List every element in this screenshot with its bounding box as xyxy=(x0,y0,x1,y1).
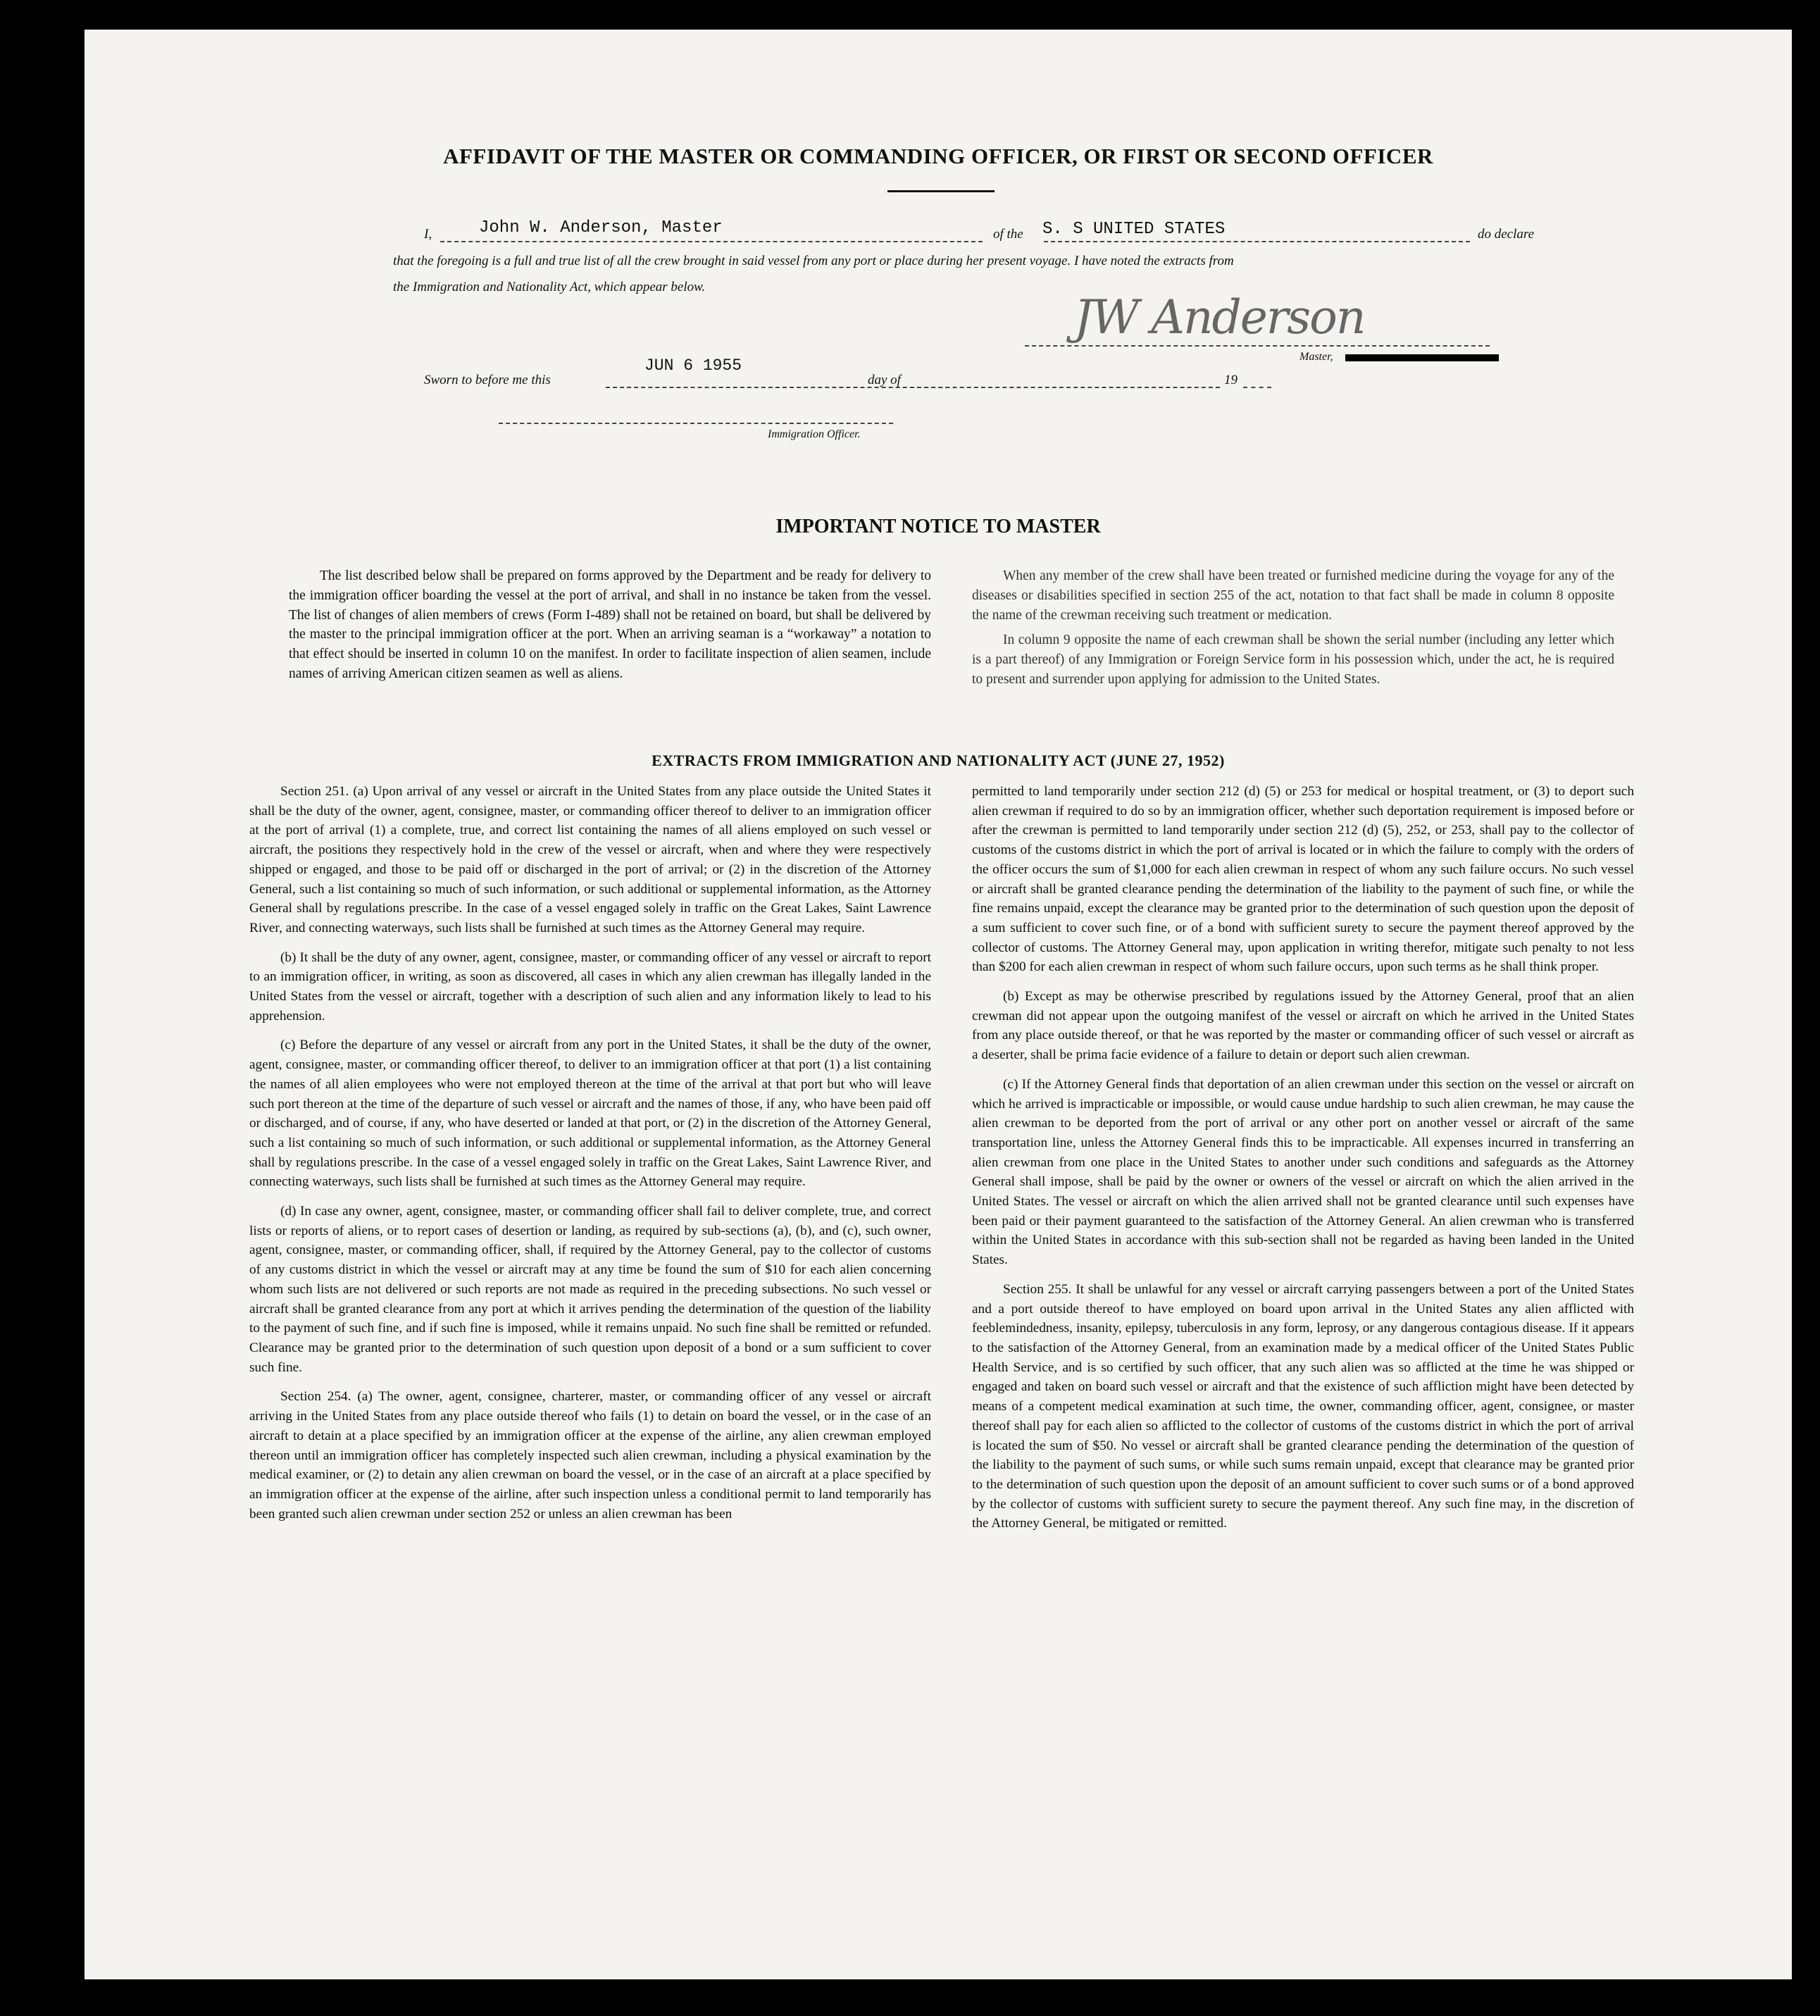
section-254-b: (b) Except as may be otherwise prescribed by regulations issued by the Attorney General, proof that an alien crewman did not appear upon the outgoing manifest of the vessel or aircraft on which he arrived in the United States from any place outside thereof, or that he was reported by the master or commanding officer of such vessel or aircraft as a deserter, shall be prima facie evidence of a failure to detain or deport such alien crewman. xyxy=(972,989,1634,1063)
affidavit-title: AFFIDAVIT OF THE MASTER OR COMMANDING OFFICER, OR FIRST OR SECOND OFFICER xyxy=(443,144,1433,168)
section-251-a: Section 251. (a) Upon arrival of any vessel or aircraft in the United States from any place outside the United States it shall be the duty of the owner, agent, consignee, master, or commanding officer thereof to deliver to an immigration officer at the port of arrival (1) a complete, true, and correct list containing the names of all aliens employed on such vessel or aircraft, the positions they respectively hold in the crew of the vessel or aircraft, when and where they were respectively shipped or engaged, and those to be paid off or discharged in the port of arrival; or (2) in the discretion of the Attorney General, such a list containing so much of such information, or such additional or supplemental information, as the Attorney General shall by regulations prescribe. In the case of a vessel engaged solely in traffic on the Great Lakes, Saint Lawrence River, and connecting waterways, such lists shall be furnished at such times as the Attorney General may require. xyxy=(249,784,931,935)
master-name: John W. Anderson, Master xyxy=(479,218,723,237)
section-251-d: (d) In case any owner, agent, consignee, master, or commanding officer shall fail to deliver complete, true, and correct lists or reports of aliens, or to report cases of desertion or landing, as required by sub-sections (a), (b), and (c), such owner, agent, consignee, master, or commanding officer, shall, if required by the Attorney General, pay to the collector of customs of any customs district in which the vessel or aircraft may at any time be found the sum of $10 for each alien concerning whom such lists are not delivered or such reports are not made as required in the preceding subsections. No such vessel or aircraft shall be granted clearance from any port at which it arrives pending the determination of the question of the liability to the payment of such fine, and if such fine is imposed, while it remains unpaid. No such fine shall be remitted or refunded. Clearance may be granted prior to the determination of such question upon deposit of a bond or a sum sufficient to cover such fine. xyxy=(249,1204,931,1375)
extracts-heading: EXTRACTS FROM IMMIGRATION AND NATIONALITY ACT (JUNE 27, 1952) xyxy=(652,752,1225,769)
document-page xyxy=(85,30,1792,1979)
notice-right-paragraph-2: In column 9 opposite the name of each crewman shall be shown the serial number (including any letter which is a part thereof) of any Immigration or Foreign Service form in his possession which, under the act, he is required to present and surrender upon applying for admission to the United States. xyxy=(972,633,1614,687)
do-declare-label: do declare xyxy=(1478,227,1535,242)
year-prefix: 19 xyxy=(1224,373,1238,387)
statement-line-1: that the foregoing is a full and true list of all the crew brought in said vessel from any port or place during her present voyage. I have noted the extracts from xyxy=(393,254,1234,268)
section-251-c: (c) Before the departure of any vessel or aircraft from any port in the United States, it shall be the duty of the owner, agent, consignee, master, or commanding officer thereof, to deliver to an immigration officer at that port (1) a list containing the names of all alien employees who were not employed thereon at the time of the arrival at that port but who will leave such port thereon at the time of the departure of such vessel or aircraft and the names of those, if any, who have been paid off or discharged, and of course, if any, who have deserted or landed at that port, or (2) in the discretion of the Attorney General, such a list containing so much of such information, or such additional or supplemental information, as the Attorney General shall by regulations prescribe. In the case of a vessel engaged solely in traffic on the Great Lakes, Saint Lawrence River, and connecting waterways, such lists shall be furnished at such times as the Attorney General may require. xyxy=(249,1038,931,1190)
notice-left-column xyxy=(289,566,931,690)
statement-line-2: the Immigration and Nationality Act, which appear below. xyxy=(393,280,706,294)
officer-signature-line xyxy=(499,423,893,424)
officer-label: Immigration Officer. xyxy=(768,428,861,440)
sworn-label: Sworn to before me this xyxy=(424,373,551,387)
notice-right-paragraph-1: When any member of the crew shall have been treated or furnished medicine during the voyage for any of the diseases or disabilities specified in section 255 of the act, notation to that fact shall be made in column 8 opposite the name of the crewman receiving such treatment or medication. xyxy=(972,568,1614,623)
signature-line xyxy=(1025,345,1490,347)
section-254-a-continued: permitted to land temporarily under section 212 (d) (5) or 253 for medical or hospital treatment, or (3) to deport such alien crewman if required to do so by an immigration officer, whether such deportation requirement is imposed before or after the crewman is permitted to land temporarily under section 212 (d) (5), 252, or 253, shall pay to the collector of customs of the customs district in which the port of arrival is located or in which the failure to comply with the orders of the officer occurs the sum of $1,000 for each alien crewman in respect of whom any such failure occurs. No such vessel or aircraft shall be granted clearance pending the determination of the liability to the payment of such fine, or while the fine remains unpaid, except the clearance may be granted prior to the determination of such question upon the deposit of a sum sufficient to cover such fine, or of a bond with sufficient surety to secure the payment thereof approved by the collector of customs. The Attorney General may, upon application in writing therefor, mitigate such penalty to not less than $200 for each alien crewman in respect of whom such failure occurs, upon such terms as he shall think proper. xyxy=(972,784,1634,975)
day-of-label: day of xyxy=(868,373,901,387)
master-label: Master, xyxy=(1299,351,1333,363)
lead-i: I, xyxy=(424,227,432,242)
section-255: Section 255. It shall be unlawful for any vessel or aircraft carrying passengers between a port of the United States and a port outside thereof to have employed on board upon arrival in the United States any alien afflicted with feeblemindedness, insanity, epilepsy, tuberculosis in any form, leprosy, or any dangerous contagious disease. If it appears to the satisfaction of the Attorney General, from an examination made by a medical officer of the United States Public Health Service, and is so certified by such officer, that any such alien was so afflicted at the time he was shipped or engaged and taken on board such vessel or aircraft and that the existence of such affliction might have been detected by means of a competent medical examination at such time, the owner, commanding officer, agent, consignee, or master thereof shall pay for each alien so afflicted to the collector of customs of the customs district in which the port of arrival is located the sum of $50. No vessel or aircraft shall be granted clearance pending the determination of the question of the liability to the payment of such sums, or while such sums remain unpaid, except that clearance may be granted prior to the determination of such question upon the deposit of an amount sufficient to cover such sums or of a bond approved by the collector of customs with sufficient surety to secure the payment thereof. Any such fine may, in the discretion of the Attorney General, be mitigated or remitted. xyxy=(972,1281,1634,1531)
sworn-date-stamp: JUN 6 1955 xyxy=(644,356,742,375)
month-line xyxy=(910,387,1220,388)
section-251-b: (b) It shall be the duty of any owner, agent, consignee, master, or commanding officer of any vessel or aircraft to report to an immigration officer, in writing, as soon as discovered, all cases in which any alien crewman has illegally landed in the United States from the vessel or aircraft, together with a description of such alien and any information likely to lead to his apprehension. xyxy=(249,950,931,1023)
vessel-line xyxy=(1044,241,1470,242)
of-the-label: of the xyxy=(993,227,1023,242)
section-254-c: (c) If the Attorney General finds that deportation of an alien crewman under this section on the vessel or aircraft on which he arrived is impracticable or impossible, or would cause undue hardship to such alien crewman, he may cause the alien crewman to be deported from the port of arrival or any other port on another vessel or aircraft of the same transportation line, unless the Attorney General finds this to be impracticable. All expenses incurred in transferring an alien crewman from one place in the United States to another under such conditions and safeguards as the Attorney General shall impose, shall be paid by the owner or owners of the vessel or aircraft on which the alien arrived in the United States. The vessel or aircraft on which the alien arrived shall not be granted clearance until such expenses have been paid or their payment guaranteed to the satisfaction of the Attorney General. An alien crewman who is transferred within the United States in accordance with this sub-section shall not be regarded as having been landed in the United States. xyxy=(972,1076,1634,1268)
notice-right-column xyxy=(972,566,1614,695)
section-254-a: Section 254. (a) The owner, agent, consignee, charterer, master, or commanding officer of any vessel or aircraft arriving in the United States from any place outside thereof who fails (1) to detain on board the vessel, or in the case of an aircraft to detain at a place specified by an immigration officer at the expense of the airline, any alien crewman employed thereon until an immigration officer has completely inspected such alien crewman, including a physical examination by the medical examiner, or (2) to detain any alien crewman on board the vessel, or in the case of an aircraft at a place specified by an immigration officer at the expense of the airline, after such inspection unless a conditional permit to land temporarily has been granted such alien crewman under section 252 or unless an alien crewman has been xyxy=(249,1389,931,1522)
title-underline xyxy=(887,190,995,192)
name-line xyxy=(440,241,983,242)
notice-heading: IMPORTANT NOTICE TO MASTER xyxy=(775,516,1101,537)
extracts-left-column xyxy=(249,782,931,1533)
extracts-right-column xyxy=(972,782,1634,1543)
master-signature: JW Anderson xyxy=(1074,290,1365,344)
vessel-name: S. S UNITED STATES xyxy=(1042,220,1226,239)
redaction-bar xyxy=(1345,354,1499,361)
year-line xyxy=(1243,387,1271,388)
notice-left-paragraph: The list described below shall be prepared on forms approved by the Department and be ready for delivery to the immigration officer boarding the vessel at the port of arrival, and shall in no instance be taken from the vessel. The list of changes of alien members of crews (Form I-489) shall not be retained on board, but shall be delivered by the master to the principal immigration officer at the port. When an arriving seaman is a “workaway” a notation to that effect should be inserted in column 10 on the manifest. In order to facilitate inspection of alien seamen, include names of arriving American citizen seamen as well as aliens. xyxy=(289,568,931,681)
